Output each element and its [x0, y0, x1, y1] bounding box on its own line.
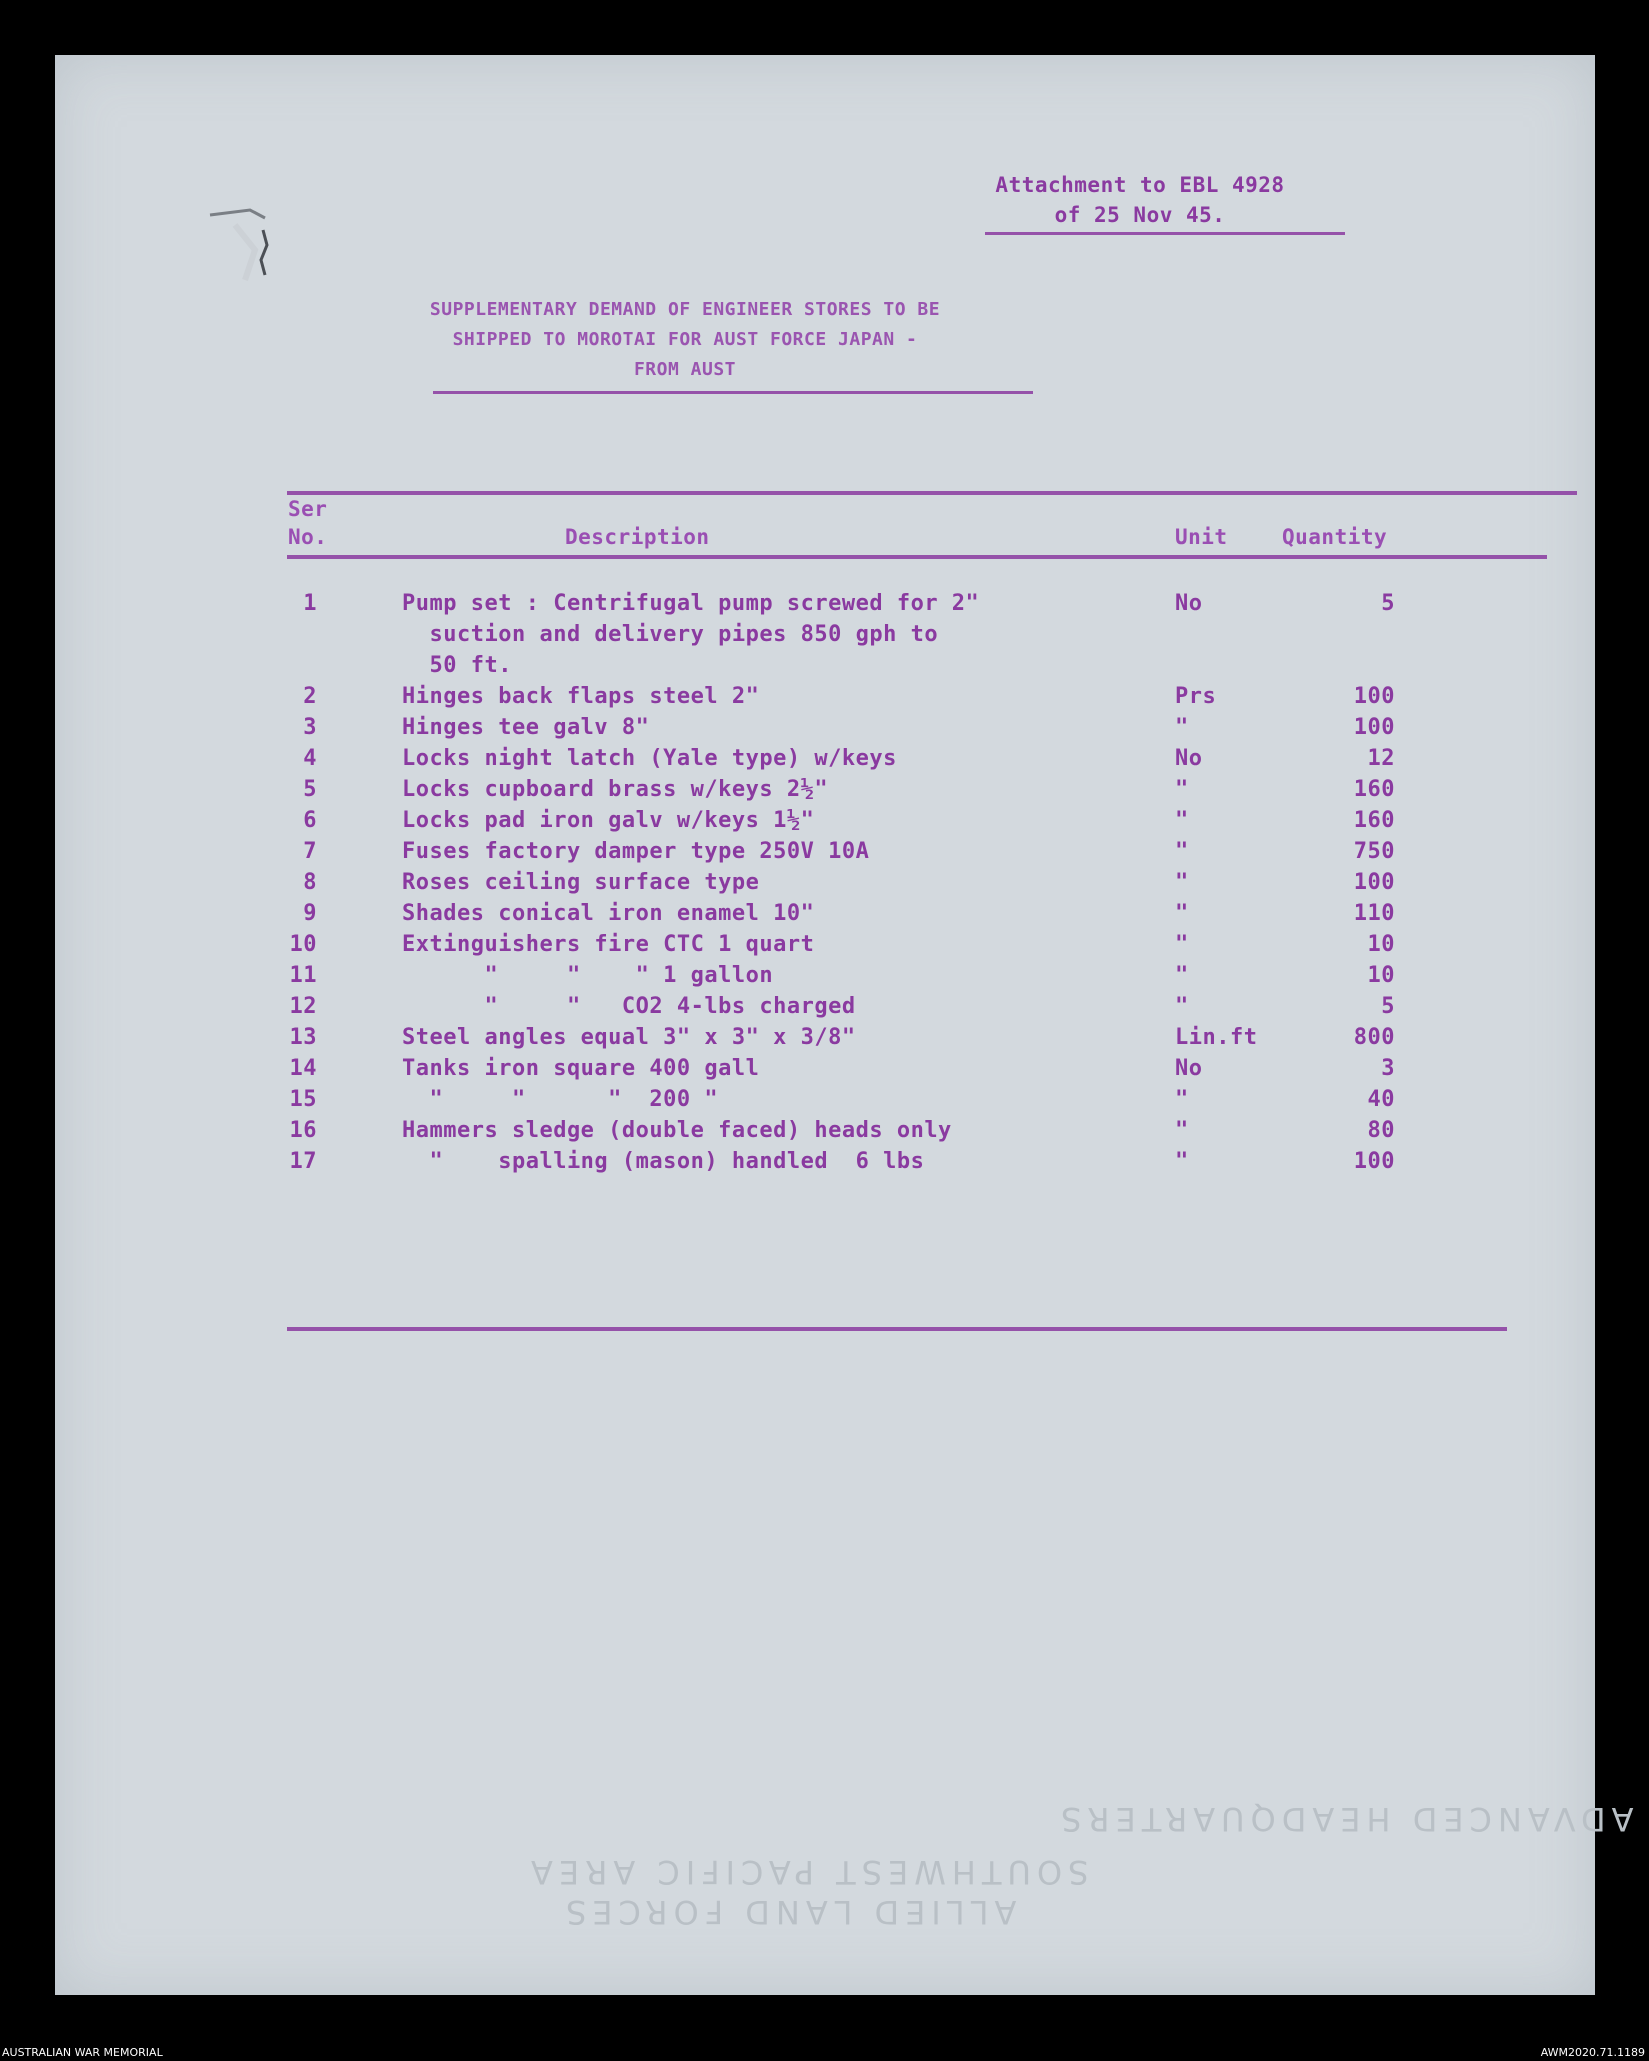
row-description: Fuses factory damper type 250V 10A — [402, 839, 870, 864]
row-quantity: 10 — [1367, 963, 1395, 988]
row-ser: 6 — [303, 808, 317, 833]
row-quantity: 160 — [1353, 777, 1395, 802]
header-unit: Unit — [1175, 525, 1228, 549]
row-quantity: 10 — [1367, 932, 1395, 957]
row-quantity: 5 — [1381, 994, 1395, 1019]
row-unit: No — [1175, 746, 1203, 771]
row-description: " " CO2 4-lbs charged — [402, 994, 856, 1019]
row-unit: " — [1175, 1118, 1189, 1143]
row-description: Shades conical iron enamel 10" — [402, 901, 815, 926]
document-title-line1: SUPPLEMENTARY DEMAND OF ENGINEER STORES TO BE — [429, 299, 941, 320]
row-quantity: 800 — [1353, 1025, 1395, 1050]
row-ser: 17 — [289, 1149, 317, 1174]
row-ser: 11 — [289, 963, 317, 988]
row-ser: 13 — [289, 1025, 317, 1050]
row-description: Locks cupboard brass w/keys 2½" — [402, 777, 829, 802]
row-ser: 12 — [289, 994, 317, 1019]
stamp-line-allied-land-forces: ALLIED LAND FORCES — [560, 1893, 1017, 1931]
row-quantity: 100 — [1353, 715, 1395, 740]
row-description: Pump set : Centrifugal pump screwed for 2" — [402, 591, 980, 616]
row-description: Locks night latch (Yale type) w/keys — [402, 746, 897, 771]
stamp-line-advanced-headquarters: ADVANCED HEADQUARTERS — [1055, 1800, 1634, 1838]
row-ser: 7 — [303, 839, 317, 864]
row-quantity: 100 — [1353, 684, 1395, 709]
table-bottom-rule — [287, 1327, 1507, 1331]
row-unit: No — [1175, 591, 1203, 616]
table-top-rule — [287, 491, 1577, 495]
row-unit: " — [1175, 1087, 1189, 1112]
row-unit: " — [1175, 808, 1189, 833]
row-ser: 14 — [289, 1056, 317, 1081]
row-quantity: 160 — [1353, 808, 1395, 833]
row-ser: 8 — [303, 870, 317, 895]
row-unit: " — [1175, 777, 1189, 802]
row-ser: 4 — [303, 746, 317, 771]
row-ser: 16 — [289, 1118, 317, 1143]
row-ser: 1 — [303, 591, 317, 616]
document-title-line3: FROM AUST — [633, 359, 737, 380]
header-ser: Ser — [288, 497, 328, 521]
row-unit: " — [1175, 901, 1189, 926]
stamp-line-southwest-pacific-area: SOUTHWEST PACIFIC AREA — [525, 1853, 1089, 1891]
row-ser: 5 — [303, 777, 317, 802]
table-header-rule — [287, 555, 1547, 559]
attachment-reference-line1: Attachment to EBL 4928 — [995, 173, 1285, 197]
row-description: Extinguishers fire CTC 1 quart — [402, 932, 815, 957]
row-ser: 9 — [303, 901, 317, 926]
row-quantity: 5 — [1381, 591, 1395, 616]
paper-crease-mark — [205, 190, 295, 300]
row-description: 50 ft. — [402, 653, 512, 678]
row-ser: 3 — [303, 715, 317, 740]
row-description: Hammers sledge (double faced) heads only — [402, 1118, 952, 1143]
row-quantity: 100 — [1353, 870, 1395, 895]
row-description: Locks pad iron galv w/keys 1½" — [402, 808, 815, 833]
row-description: Tanks iron square 400 gall — [402, 1056, 760, 1081]
row-unit: " — [1175, 963, 1189, 988]
row-unit: " — [1175, 932, 1189, 957]
row-unit: " — [1175, 715, 1189, 740]
row-unit: Prs — [1175, 684, 1217, 709]
row-ser: 2 — [303, 684, 317, 709]
row-quantity: 750 — [1353, 839, 1395, 864]
row-quantity: 110 — [1353, 901, 1395, 926]
row-description: " " " 200 " — [402, 1087, 719, 1112]
document-page — [55, 55, 1634, 1995]
row-description: Steel angles equal 3" x 3" x 3/8" — [402, 1025, 856, 1050]
footer-institution: AUSTRALIAN WAR MEMORIAL — [2, 2046, 163, 2059]
row-quantity: 12 — [1367, 746, 1395, 771]
row-description: " spalling (mason) handled 6 lbs — [402, 1149, 925, 1174]
row-quantity: 3 — [1381, 1056, 1395, 1081]
row-unit: " — [1175, 994, 1189, 1019]
row-quantity: 80 — [1367, 1118, 1395, 1143]
row-description: Hinges back flaps steel 2" — [402, 684, 760, 709]
row-unit: " — [1175, 839, 1189, 864]
attachment-underline — [985, 232, 1345, 235]
row-quantity: 40 — [1367, 1087, 1395, 1112]
row-description: " " " 1 gallon — [402, 963, 774, 988]
row-unit: No — [1175, 1056, 1203, 1081]
header-description: Description — [565, 525, 710, 549]
attachment-reference-line2: of 25 Nov 45. — [1054, 203, 1226, 227]
row-unit: Lin.ft — [1175, 1025, 1258, 1050]
row-ser: 15 — [289, 1087, 317, 1112]
title-underline — [433, 391, 1033, 394]
row-unit: " — [1175, 1149, 1189, 1174]
row-ser: 10 — [289, 932, 317, 957]
row-quantity: 100 — [1353, 1149, 1395, 1174]
row-description: suction and delivery pipes 850 gph to — [402, 622, 939, 647]
row-unit: " — [1175, 870, 1189, 895]
row-description: Hinges tee galv 8" — [402, 715, 650, 740]
footer-accession-number: AWM2020.71.1189 — [1540, 2046, 1645, 2059]
document-title-line2: SHIPPED TO MOROTAI FOR AUST FORCE JAPAN - — [452, 329, 918, 350]
row-description: Roses ceiling surface type — [402, 870, 760, 895]
header-quantity: Quantity — [1282, 525, 1388, 549]
header-no: No. — [288, 525, 328, 549]
